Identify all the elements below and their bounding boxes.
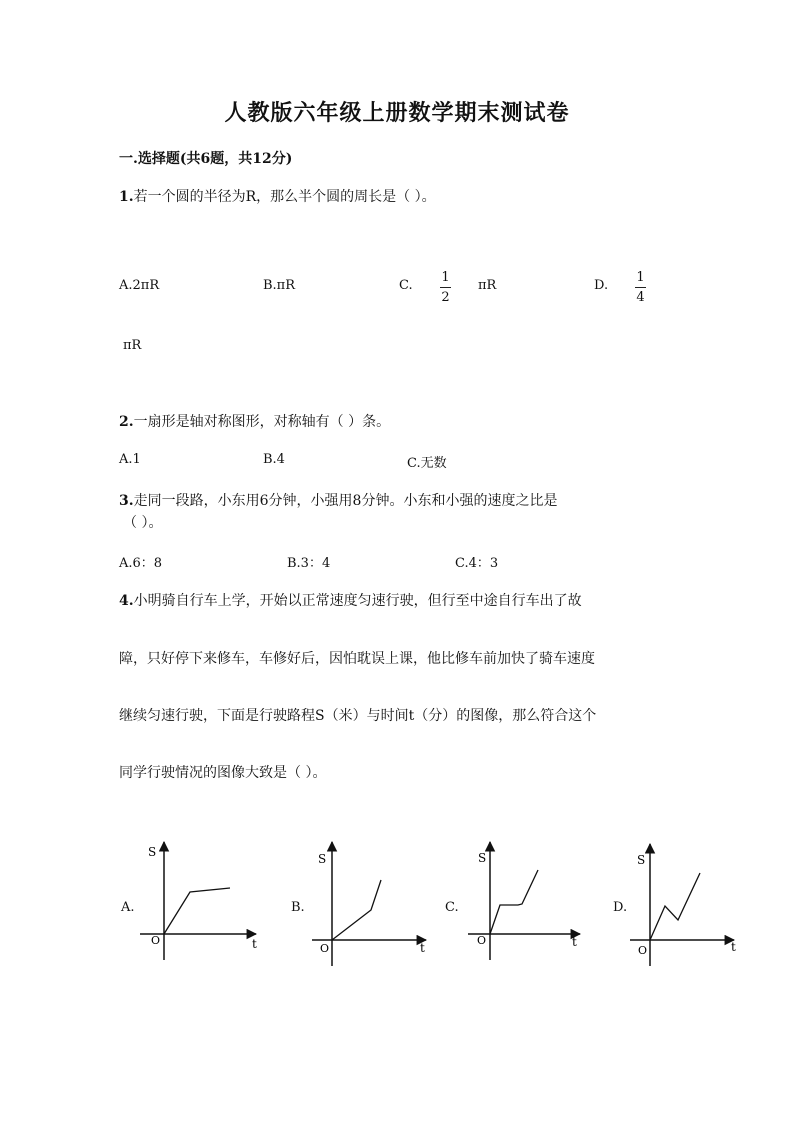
question-2-text: 一扇形是轴对称图形，对称轴有（ ）条。 (133, 414, 391, 430)
question-1-number: 1. (119, 189, 134, 205)
s-axis-label: S (637, 853, 646, 867)
q2-option-b[interactable]: B.4 (263, 452, 285, 467)
graph-c-label[interactable]: C. (445, 900, 459, 915)
question-4-line-1: 小明骑自行车上学，开始以正常速度匀速行驶，但行至中途自行车出了故 (133, 593, 582, 609)
q1-option-a[interactable]: A.2πR (119, 278, 160, 293)
graph-d-label[interactable]: D. (613, 900, 628, 915)
s-axis-label: S (318, 852, 327, 866)
question-3-text-cont: （ ）。 (123, 515, 163, 531)
question-4 (119, 590, 582, 610)
distance-time-line (650, 873, 700, 940)
distance-time-line (164, 888, 230, 934)
q1-option-d-suffix: πR (123, 338, 142, 353)
question-3-text: 走同一段路，小东用6分钟，小强用8分钟。小东和小强的速度之比是 (133, 493, 558, 509)
origin-label: O (638, 944, 648, 957)
q1-option-b[interactable]: B.πR (263, 278, 296, 293)
question-4-line-4: 同学行驶情况的图像大致是（ ）。 (119, 765, 327, 781)
q2-option-a[interactable]: A.1 (119, 452, 141, 467)
q1-option-c-fraction (440, 271, 451, 304)
q1-option-c-label[interactable]: C. (399, 278, 413, 293)
fraction-denominator: 4 (636, 290, 645, 305)
section-heading: 一.选择题(共6题，共12分) (119, 151, 293, 167)
question-2-number: 2. (119, 414, 134, 430)
origin-label: O (151, 934, 161, 947)
graph-a-label[interactable]: A. (121, 900, 135, 915)
question-4-line-2: 障，只好停下来修车，车修好后，因怕耽误上课，他比修车前加快了骑车速度 (119, 651, 595, 667)
fraction-bar (635, 287, 646, 288)
origin-label: O (477, 934, 487, 947)
question-1-text: 若一个圆的半径为R，那么半个圆的周长是（ ）。 (133, 189, 436, 205)
t-axis-label: t (420, 941, 425, 955)
question-1 (119, 186, 436, 206)
q1-option-d-label[interactable]: D. (594, 278, 609, 293)
fraction-bar (440, 287, 451, 288)
question-3 (119, 490, 557, 510)
graph-d (630, 830, 760, 980)
q2-option-c[interactable]: C.无数 (407, 456, 447, 471)
distance-time-line (490, 870, 538, 934)
distance-time-line (332, 880, 381, 940)
graph-c (466, 830, 626, 980)
page-title: 人教版六年级上册数学期末测试卷 (224, 100, 570, 126)
q3-option-b[interactable]: B.3：4 (287, 556, 331, 571)
t-axis-label: t (731, 940, 736, 954)
t-axis-label: t (252, 937, 257, 951)
origin-label: O (320, 942, 330, 955)
q3-option-a[interactable]: A.6：8 (119, 556, 163, 571)
q1-option-d-fraction (635, 271, 646, 304)
q1-option-c-suffix: πR (478, 278, 497, 293)
question-4-number: 4. (119, 593, 134, 609)
question-3-number: 3. (119, 493, 134, 509)
s-axis-label: S (478, 851, 487, 865)
s-axis-label: S (148, 845, 157, 859)
question-2 (119, 411, 390, 431)
fraction-denominator: 2 (441, 290, 450, 305)
fraction-numerator: 1 (441, 270, 450, 285)
graph-b-label[interactable]: B. (291, 900, 305, 915)
graph-a (140, 830, 300, 980)
fraction-numerator: 1 (636, 270, 645, 285)
question-4-line-3: 继续匀速行驶，下面是行驶路程S（米）与时间t（分）的图像，那么符合这个 (119, 708, 597, 724)
q3-option-c[interactable]: C.4：3 (455, 556, 499, 571)
graph-b (308, 830, 468, 980)
t-axis-label: t (572, 935, 577, 949)
